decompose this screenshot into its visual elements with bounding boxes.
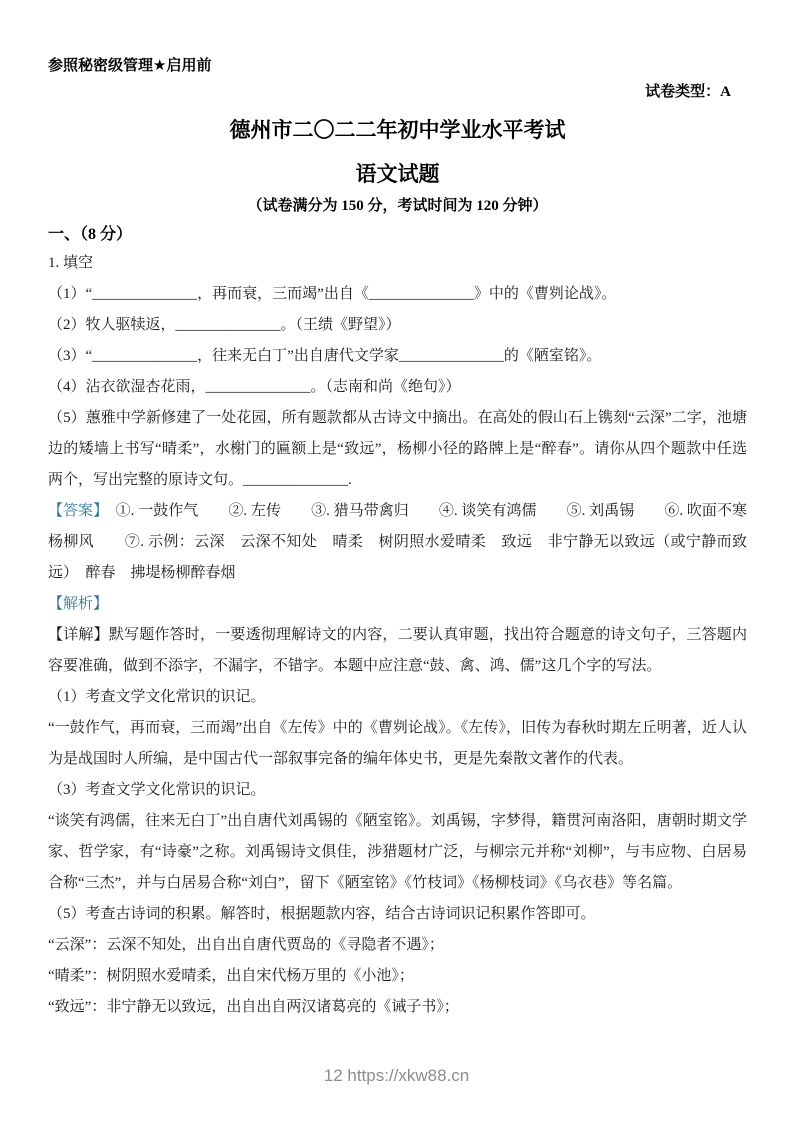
detail-paragraph: “晴柔”：树阴照水爱晴柔，出自宋代杨万里的《小池》； (48, 968, 414, 984)
analysis-paragraph (48, 589, 747, 620)
question-item-3: （3）“______________，往来无白丁”出自唐代文学家______________的《陋室铭》。 (48, 348, 602, 364)
footer-page-url: 12 https://xkw88.cn (323, 1066, 470, 1085)
analysis-label: 【解析】 (48, 596, 109, 612)
paper-type-label: 试卷类型：A (645, 84, 731, 100)
answer-text: ①. 一鼓作气 ②. 左传 ③. 猎马带禽归 ④. 谈笑有鸿儒 ⑤. 刘禹锡 ⑥. 吹面不寒杨柳风 ⑦. 示例：云深 云深不知处 晴柔 树阴照水爱晴柔 致远 非宁静无以致远（或宁静而致远） 醉春 拂堤杨柳醉春烟 (48, 503, 747, 581)
question-item-2: （2）牧人驱犊返，______________。（王绩《野望》） (48, 317, 401, 333)
detail-intro-text: 默写题作答时，一要透彻理解诗文的内容，二要认真审题，找出符合题意的诗文句子，三答题内容要准确，做到不添字，不漏字，不错字。本题中应注意“鼓、禽、鸿、儒”这几个字的写法。 (48, 627, 747, 674)
exam-info-line: （试卷满分为 150 分，考试时间为 120 分钟） (247, 198, 548, 214)
detail-paragraph: （3）考查文学文化常识的识记。 (48, 782, 266, 798)
detail-intro-paragraph (48, 620, 747, 682)
detail-label: 【详解】 (48, 627, 109, 643)
detail-paragraph: “谈笑有鸿儒，往来无白丁”出自唐代刘禹锡的《陋室铭》。刘禹锡，字梦得，籍贯河南洛阳，唐朝时期文学家、哲学家，有“诗豪”之称。刘禹锡诗文俱佳，涉猎题材广泛，与柳宗元并称“刘柳”，与韦应物、白居易合称“三杰”，并与白居易合称“刘白”，留下《陋室铭》《竹枝词》《杨柳枝词》《乌衣巷》等名篇。 (48, 813, 747, 891)
detail-paragraph: “一鼓作气，再而衰，三而竭”出自《左传》中的《曹刿论战》。《左传》，旧传为春秋时期左丘明著，近人认为是战国时人所编，是中国古代一部叙事完备的编年体史书，更是先秦散文著作的代表。 (48, 720, 747, 767)
answer-label: 【答案】 (48, 503, 101, 519)
question-item-4: （4）沾衣欲湿杏花雨，______________。（志南和尚《绝句》） (48, 379, 461, 395)
confidential-notice: 参照秘密级管理★启用前 (48, 57, 212, 74)
answer-paragraph (48, 496, 747, 589)
section-heading: 一、（8 分） (48, 226, 133, 243)
question-item-1: （1）“______________，再而衰，三而竭”出自《______________》中的《曹刿论战》。 (48, 286, 617, 302)
exam-subject-title: 语文试题 (355, 162, 440, 186)
question-item-5: （5）蕙雅中学新修建了一处花园，所有题款都从古诗文中摘出。在高处的假山石上镌刻“云深”二字，池塘边的矮墙上书写“晴柔”，水榭门的匾额上是“致远”，杨柳小径的路牌上是“醉春”。请你从四个题款中任选两个，写出完整的原诗文句。______________. (48, 410, 747, 488)
detail-paragraph: “致远”：非宁静无以致远，出自出自两汉诸葛亮的《诫子书》； (48, 999, 459, 1015)
detail-paragraph: （5）考查古诗词的积累。解答时，根据题款内容，结合古诗词识记积累作答即可。 (48, 906, 596, 922)
page-content (48, 56, 747, 1023)
question-intro: 1. 填空 (48, 255, 94, 271)
detail-paragraph: “云深”：云深不知处，出自出自唐代贾岛的《寻隐者不遇》； (48, 937, 444, 953)
detail-paragraph: （1）考查文学文化常识的识记。 (48, 689, 266, 705)
exam-main-title: 德州市二〇二二年初中学业水平考试 (229, 118, 566, 142)
